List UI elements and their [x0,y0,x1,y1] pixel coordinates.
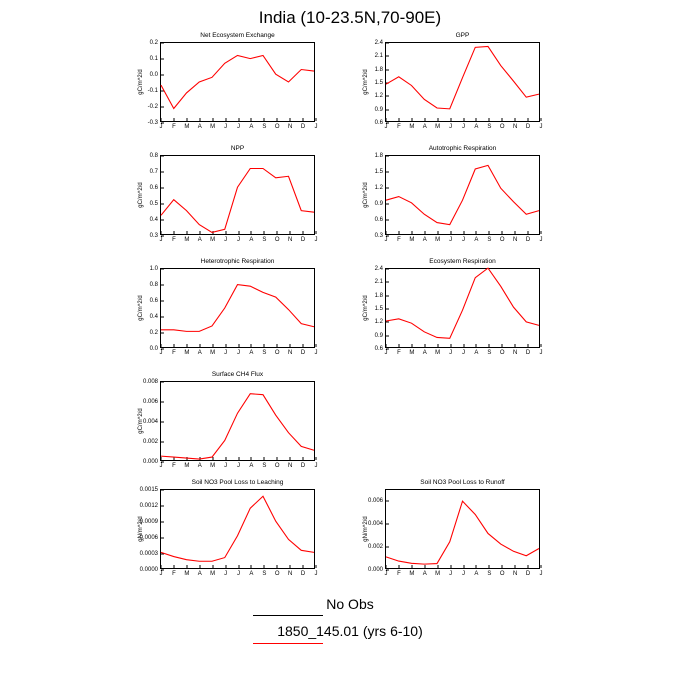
x-tick-label: J [224,237,228,243]
x-tick-label: M [184,571,190,577]
y-tick-label: 0.3 [374,233,383,239]
x-tick-label: S [262,237,267,243]
y-axis-label: gC/m^2/d [137,408,144,434]
y-tick-label: 0.000 [367,567,383,573]
x-tick-label: J [384,571,388,577]
x-tick-label: O [499,571,505,577]
x-tick-label: J [384,124,388,130]
y-tick-label: 0.0015 [139,487,158,493]
x-tick-label: A [422,350,427,356]
x-tick-label: S [487,571,492,577]
chart-panel [126,258,321,366]
y-tick-label: 2.4 [374,40,383,46]
chart-panel [351,258,546,366]
x-tick-label: O [274,237,280,243]
x-tick-mark [316,344,317,347]
no-obs-label: No Obs [326,596,374,612]
y-tick-label: 0.008 [142,379,158,385]
series-layer [161,43,314,121]
x-tick-label: S [487,124,492,130]
x-tick-label: M [184,350,190,356]
chart-title: Soil NO3 Pool Loss to Runoff [420,479,505,486]
x-tick-label: A [474,124,479,130]
x-tick-label: S [262,124,267,130]
series-layer [386,43,539,121]
x-tick-label: J [159,571,163,577]
data-series-line [386,165,539,224]
x-tick-label: N [287,124,293,130]
x-tick-mark [316,231,317,234]
x-tick-label: F [172,571,176,577]
y-tick-label: 0.6 [374,346,383,352]
x-tick-label: O [274,350,280,356]
x-tick-label: F [397,237,401,243]
chart-panel [126,145,321,253]
x-tick-label: J [224,124,228,130]
series-layer [386,490,539,568]
chart-title: Net Ecosystem Exchange [200,32,275,39]
x-tick-label: N [287,237,293,243]
y-tick-label: 0.002 [367,544,383,551]
data-series-line [161,285,314,332]
x-tick-label: J [449,124,453,130]
chart-panel [126,479,321,587]
x-tick-label: M [210,571,216,577]
x-tick-label: J [449,237,453,243]
y-tick-label: 1.5 [374,169,383,175]
y-tick-label: 0.9 [374,201,383,207]
plot-area [147,40,318,130]
chart-panel [351,32,546,140]
x-tick-label: A [422,237,427,243]
chart-title: Ecosystem Respiration [429,258,496,265]
x-tick-label: O [499,237,505,243]
y-tick-label: 2.1 [374,53,383,60]
data-series-line [161,55,314,108]
x-tick-label: M [210,237,216,243]
y-tick-label: 0.006 [367,498,383,505]
x-tick-label: J [224,350,228,356]
x-tick-label: A [474,237,479,243]
y-tick-label: 0.9 [374,106,383,113]
data-series-line [161,168,314,232]
series-layer [161,156,314,234]
x-tick-label: A [249,350,254,356]
x-tick-label: N [512,237,518,243]
x-tick-label: F [397,571,401,577]
x-tick-label: S [487,237,492,243]
y-tick-label: 0.004 [142,419,158,425]
y-tick-label: 0.0012 [139,503,158,509]
y-axis-label: gC/m^2/d [137,69,144,95]
x-tick-mark [316,565,317,568]
y-tick-label: 0.5 [149,201,158,207]
series-layer [161,490,314,568]
x-tick-label: F [172,124,176,130]
y-axis-label: gC/m^2/d [137,295,144,321]
x-tick-label: A [474,571,479,577]
y-axis-label: gN/m^2/d [362,516,369,542]
x-tick-label: N [287,571,293,577]
x-tick-label: J [314,350,318,356]
data-series-line [161,394,314,459]
x-tick-label: S [262,350,267,356]
x-tick-label: J [159,124,163,130]
y-tick-label: 0.4 [149,217,158,223]
x-tick-label: A [197,237,202,243]
y-tick-label: 0.0 [149,72,158,78]
x-tick-label: M [435,237,441,243]
x-tick-label: J [539,237,543,243]
x-tick-label: J [159,237,163,243]
x-tick-label: J [237,571,240,577]
x-tick-label: M [184,463,190,469]
y-tick-label: -0.3 [147,120,158,126]
chart-title: Heterotrophic Respiration [200,258,275,265]
x-tick-label: N [512,124,518,130]
y-tick-label: 0.6 [374,217,383,223]
x-tick-label: N [512,350,518,356]
x-tick-label: J [384,237,388,243]
y-tick-label: 0.2 [149,330,158,336]
y-tick-label: 0.002 [142,439,158,445]
x-tick-label: N [512,571,518,577]
x-tick-mark [316,457,317,460]
x-tick-label: M [409,237,415,243]
x-tick-label: A [197,124,202,130]
y-tick-label: 0.6 [374,120,383,126]
x-tick-label: J [159,350,163,356]
y-tick-label: 0.1 [149,56,158,62]
x-tick-label: D [525,571,531,577]
x-tick-label: J [237,350,240,356]
y-tick-label: 0.6 [149,298,158,304]
x-tick-label: A [249,237,254,243]
x-tick-label: A [422,124,427,130]
y-tick-label: 0.0006 [139,535,158,541]
x-tick-label: J [314,124,318,130]
chart-title: Autotrophic Respiration [428,145,497,152]
x-tick-label: D [300,463,306,469]
x-tick-label: M [184,124,190,130]
x-tick-label: J [224,571,228,577]
y-tick-label: 0.8 [149,153,158,159]
y-tick-label: 0.6 [149,185,158,191]
x-tick-label: A [474,350,479,356]
x-tick-label: M [210,124,216,130]
x-tick-mark [541,565,542,568]
y-tick-label: 0.9 [374,332,383,339]
y-tick-label: 0.0 [149,346,158,352]
chart-panel [126,32,321,140]
y-tick-label: 0.004 [367,521,383,528]
x-tick-label: A [197,571,202,577]
y-tick-label: 0.0000 [139,567,158,573]
x-tick-label: J [159,463,163,469]
x-tick-label: J [539,571,543,577]
plot-area [367,489,543,577]
x-tick-label: N [287,350,293,356]
x-tick-label: M [184,237,190,243]
x-tick-label: J [237,463,240,469]
x-tick-label: J [462,350,465,356]
y-tick-label: 1.5 [374,306,383,312]
x-tick-label: F [172,463,176,469]
data-series-line [386,501,539,564]
y-tick-label: 1.8 [374,153,383,159]
x-tick-label: A [197,463,202,469]
x-tick-label: S [487,350,492,356]
y-tick-label: 1.2 [374,319,383,326]
data-series-line [386,46,539,108]
x-tick-mark [541,118,542,121]
series-layer [386,156,539,234]
x-tick-label: J [314,237,318,243]
y-tick-label: 1.2 [374,93,383,100]
chart-panel [351,145,546,253]
chart-title: Soil NO3 Pool Loss to Leaching [191,479,284,486]
y-tick-label: 0.0009 [139,519,158,525]
y-tick-label: 1.5 [374,80,383,86]
chart-title: Surface CH4 Flux [211,371,264,378]
x-tick-label: A [197,350,202,356]
y-tick-label: 2.4 [374,266,383,272]
y-axis-label: gC/m^2/d [362,69,369,95]
x-tick-label: J [224,463,228,469]
x-tick-label: D [300,350,306,356]
x-tick-label: F [397,124,401,130]
x-tick-label: F [172,350,176,356]
x-tick-label: O [274,571,280,577]
legend-line-swatch [253,643,323,644]
y-tick-label: 0.7 [149,169,158,175]
series-layer [161,269,314,347]
x-tick-label: D [525,237,531,243]
x-tick-label: S [262,571,267,577]
y-tick-label: 0.2 [149,40,158,46]
x-tick-label: O [499,350,505,356]
y-tick-label: 1.0 [149,266,158,272]
x-tick-label: A [249,463,254,469]
y-tick-label: 0.006 [142,399,158,405]
data-series-line [161,496,314,561]
x-tick-label: M [409,124,415,130]
x-tick-label: O [274,124,280,130]
y-tick-label: 2.1 [374,279,383,286]
x-tick-label: N [287,463,293,469]
plot-area [374,153,543,243]
plot-area [142,379,318,469]
x-tick-label: A [249,124,254,130]
x-tick-label: M [409,350,415,356]
chart-title: GPP [455,32,470,39]
chart-panel [351,479,546,587]
x-tick-label: M [210,463,216,469]
x-tick-label: J [449,571,453,577]
x-tick-label: J [539,124,543,130]
x-tick-mark [316,118,317,121]
x-tick-label: M [435,350,441,356]
y-tick-label: 0.8 [149,282,158,288]
y-tick-label: 0.4 [149,314,158,320]
y-axis-label: gC/m^2/d [362,182,369,208]
x-tick-label: D [300,237,306,243]
x-tick-label: J [462,237,465,243]
x-tick-label: A [422,571,427,577]
chart-title: NPP [230,145,245,152]
plot-area [374,266,543,356]
x-tick-label: A [249,571,254,577]
y-tick-label: 0.000 [142,459,158,465]
x-tick-label: D [525,350,531,356]
x-tick-label: D [525,124,531,130]
chart-panel [126,371,321,479]
x-tick-label: D [300,571,306,577]
plot-area [149,266,318,356]
x-tick-label: M [435,124,441,130]
x-tick-label: J [539,350,543,356]
x-tick-label: F [397,350,401,356]
no-obs-underline [253,615,323,616]
y-tick-label: -0.2 [147,104,158,110]
y-tick-label: 0.3 [149,233,158,239]
y-tick-label: -0.1 [147,88,158,94]
x-tick-label: J [462,124,465,130]
series-layer [161,382,314,460]
x-tick-label: O [499,124,505,130]
y-axis-label: gC/m^2/d [137,182,144,208]
x-tick-label: J [314,571,318,577]
plot-area [374,40,543,130]
x-tick-label: D [300,124,306,130]
y-axis-label: gC/m^2/d [362,295,369,321]
y-axis-label: gN/m^2/d [137,516,144,542]
x-tick-label: M [435,571,441,577]
x-tick-label: M [409,571,415,577]
x-tick-label: J [237,237,240,243]
x-tick-label: F [172,237,176,243]
x-tick-label: S [262,463,267,469]
x-tick-label: J [384,350,388,356]
y-tick-label: 0.0003 [139,551,158,557]
y-tick-label: 1.2 [374,185,383,191]
x-tick-label: J [237,124,240,130]
plot-area [149,153,318,243]
y-tick-label: 1.8 [374,66,383,73]
x-tick-label: J [314,463,318,469]
x-tick-label: O [274,463,280,469]
series-layer [386,269,539,347]
y-tick-label: 1.8 [374,292,383,299]
page-title: India (10-23.5N,70-90E) [258,8,442,27]
x-tick-mark [541,344,542,347]
x-tick-mark [541,231,542,234]
legend-label: 1850_145.01 (yrs 6-10) [277,623,423,639]
x-tick-label: J [449,350,453,356]
x-tick-label: M [210,350,216,356]
data-series-line [386,268,539,338]
x-tick-label: J [462,571,465,577]
